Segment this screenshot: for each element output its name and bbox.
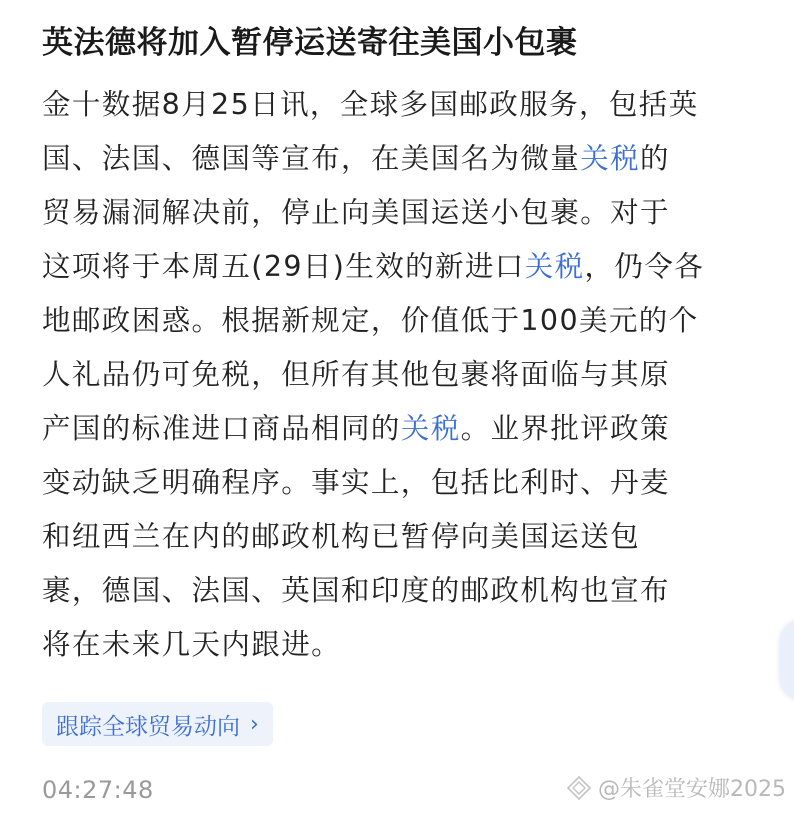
article-body-line (42, 402, 782, 456)
body-text-segment: 裹，德国、法国、英国和印度的邮政机构也宣布 (42, 574, 670, 607)
article-body-line (42, 78, 782, 132)
body-text-segment: 人礼品仍可免税，但所有其他包裹将面临与其原 (42, 358, 670, 391)
article-body-line (42, 186, 782, 240)
body-text-segment: 这项将于本周五(29日)生效的新进口 (42, 250, 525, 283)
chevron-right-icon: › (250, 711, 259, 737)
article-body-line (42, 348, 782, 402)
body-text-segment: ，仍令各 (584, 250, 705, 283)
article-body (42, 78, 782, 672)
article-body-line (42, 456, 782, 510)
article-title: 英法德将加入暂停运送寄往美国小包裹 (42, 25, 578, 61)
article-body-line (42, 294, 782, 348)
body-text-segment: 变动缺乏明确程序。事实上，包括比利时、丹麦 (42, 466, 670, 499)
body-text-segment: 贸易漏洞解决前，停止向美国运送小包裹。对于 (42, 196, 670, 229)
body-text-segment: 和纽西兰在内的邮政机构已暂停向美国运送包 (42, 520, 641, 553)
article-body-line (42, 240, 782, 294)
body-text-segment: 。业界批评政策 (460, 412, 670, 445)
timestamp: 04:27:48 (42, 776, 154, 804)
watermark-text: @朱雀堂安娜2025 (598, 777, 786, 802)
floating-side-button[interactable] (780, 620, 794, 700)
article-body-line (42, 132, 782, 186)
article (42, 18, 782, 672)
body-text-segment: 的 (640, 142, 670, 175)
diamond-logo-icon (566, 775, 592, 801)
topic-chip-label: 跟踪全球贸易动向 (56, 713, 240, 740)
keyword-link[interactable]: 关税 (524, 250, 585, 283)
keyword-link[interactable]: 关税 (400, 412, 461, 445)
article-body-line (42, 564, 782, 618)
article-body-line (42, 510, 782, 564)
watermark (566, 772, 786, 803)
body-text-segment: 产国的标准进口商品相同的 (42, 412, 401, 445)
keyword-link[interactable]: 关税 (580, 142, 641, 175)
body-text-segment: 金十数据8月25日讯，全球多国邮政服务，包括英 (42, 88, 699, 121)
body-text-segment: 国、法国、德国等宣布，在美国名为微量 (42, 142, 581, 175)
topic-chip-button[interactable] (42, 702, 273, 746)
article-body-line (42, 618, 782, 672)
body-text-segment: 地邮政困惑。根据新规定，价值低于100美元的个 (42, 304, 699, 337)
body-text-segment: 将在未来几天内跟进。 (42, 628, 342, 661)
